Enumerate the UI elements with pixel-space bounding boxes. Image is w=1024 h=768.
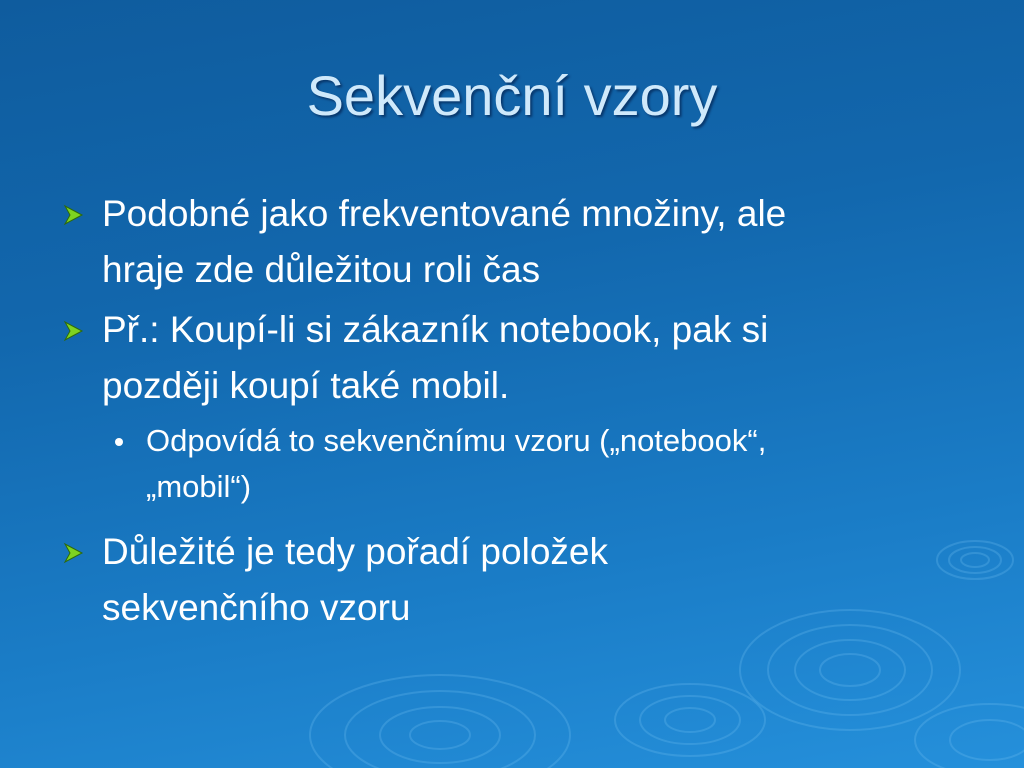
bullet-line: hraje zde důležitou roli čas (102, 249, 541, 290)
green-arrowhead-icon (62, 541, 86, 565)
bullet-line: Důležité je tedy pořadí položek (102, 531, 608, 572)
bullet-item (62, 524, 962, 636)
bullet-item (62, 186, 962, 298)
green-arrowhead-icon (62, 319, 86, 343)
bullet-item (62, 302, 962, 414)
sub-bullet-line: „mobil“) (146, 469, 252, 504)
green-arrowhead-icon (62, 203, 86, 227)
sub-bullet-item (62, 418, 962, 510)
white-dot-icon (115, 438, 123, 446)
bullet-line: sekvenčního vzoru (102, 587, 411, 628)
bullet-line: později koupí také mobil. (102, 365, 510, 406)
bullet-line: Př.: Koupí-li si zákazník notebook, pak si (102, 309, 769, 350)
bullet-list (62, 186, 962, 640)
slide-title: Sekvenční vzory (306, 64, 718, 127)
sub-bullet-line: Odpovídá to sekvenčnímu vzoru („notebook“, (146, 423, 767, 458)
bullet-line: Podobné jako frekventované množiny, ale (102, 193, 787, 234)
